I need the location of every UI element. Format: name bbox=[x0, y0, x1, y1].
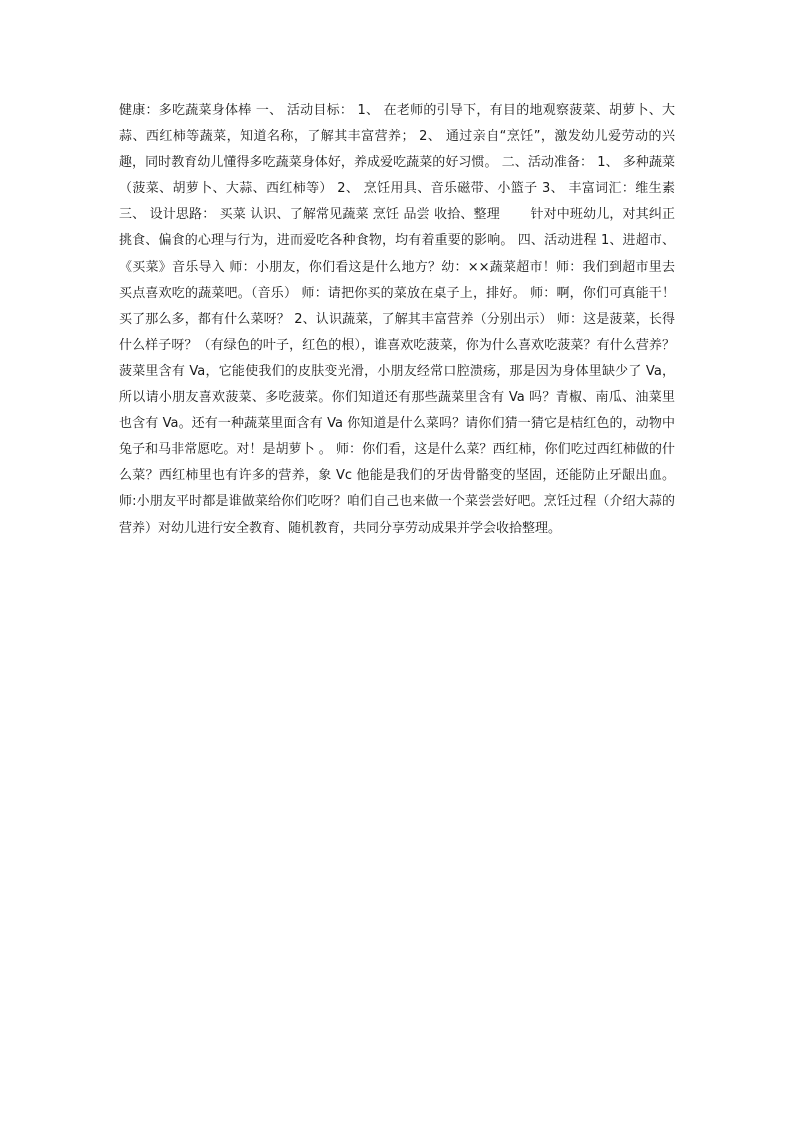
lesson-plan-paragraph: 健康：多吃蔬菜身体棒 一、 活动目标： 1、 在老师的引导下，有目的地观察菠菜、胡萝卜、大蒜、西红柿等蔬菜，知道名称，了解其丰富营养； 2、 通过亲自“烹饪”，激发幼儿爱劳动的兴趣，同时教育幼儿懂得多吃蔬菜身体好，养成爱吃蔬菜的好习惯。 二、活动准备： 1、 多种蔬菜（菠菜、胡萝卜、大蒜、西红柿等） 2、 烹饪用具、音乐磁带、小篮子 3、 丰富词汇：维生素 三、 设计思路： 买菜 认识、了解常见蔬菜 烹饪 品尝 收拾、整理 针对中班幼儿，对其纠正挑食、偏食的心理与行为，进而爱吃各种食物，均有着重要的影响。 四、活动进程 1、进超市、《买菜》音乐导入 师：小朋友，你们看这是什么地方？幼：××蔬菜超市！师：我们到超市里去买点喜欢吃的蔬菜吧。（音乐） 师：请把你买的菜放在桌子上，排好。 师：啊，你们可真能干！买了那么多，都有什么菜呀？ 2、认识蔬菜，了解其丰富营养（分别出示） 师：这是菠菜，长得什么样子呀？（有绿色的叶子，红色的根），谁喜欢吃菠菜，你为什么喜欢吃菠菜？有什么营养？菠菜里含有 Va，它能使我们的皮肤变光滑，小朋友经常口腔溃疡，那是因为身体里缺少了 Va，所以请小朋友喜欢菠菜、多吃菠菜。你们知道还有那些蔬菜里含有 Va 吗？青椒、南瓜、油菜里也含有 Va。还有一种蔬菜里面含有 Va 你知道是什么菜吗？请你们猜一猜它是桔红色的，动物中兔子和马非常愿吃。对！是胡萝卜 。 师：你们看，这是什么菜？西红柿，你们吃过西红柿做的什么菜？西红柿里也有许多的营养，象 Vc 他能是我们的牙齿骨骼变的坚固，还能防止牙龈出血。师:小朋友平时都是谁做菜给你们吃呀？咱们自己也来做一个菜尝尝好吧。烹饪过程（介绍大蒜的营养）对幼儿进行安全教育、随机教育，共同分享劳动成果并学会收拾整理。 bbox=[119, 103, 675, 536]
